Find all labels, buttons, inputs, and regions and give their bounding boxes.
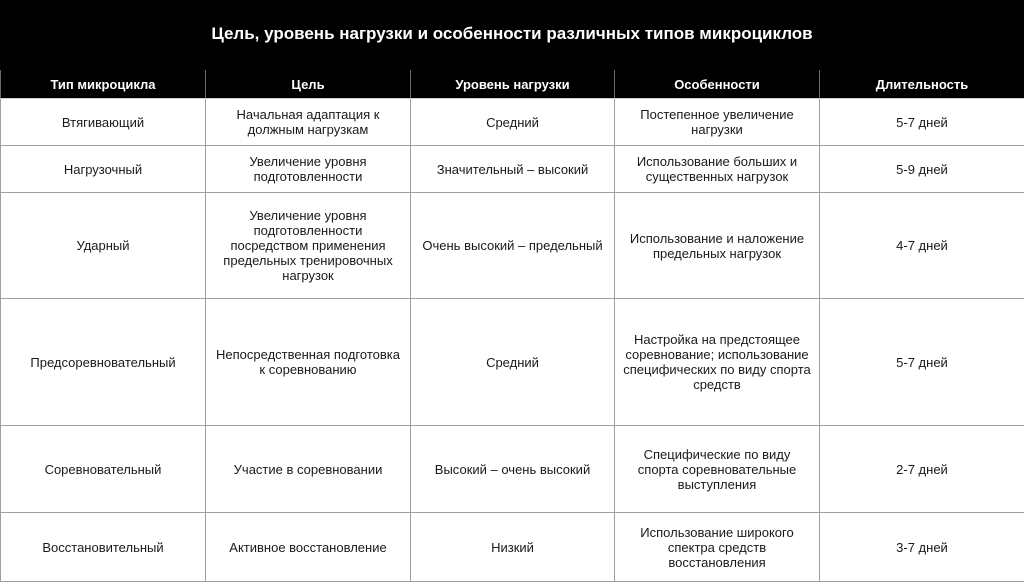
- header-load: Уровень нагрузки: [411, 70, 615, 99]
- table-row: [1, 99, 1024, 146]
- cell-duration: 5-9 дней: [820, 146, 1024, 193]
- cell-features: Настройка на предстоящее соревнование; использование специфических по виду спорта средств: [615, 299, 820, 426]
- cell-duration: 3-7 дней: [820, 513, 1024, 582]
- cell-goal: Непосредственная подготовка к соревнованию: [206, 299, 411, 426]
- table-row: [1, 426, 1024, 513]
- header-type: Тип микроцикла: [1, 70, 206, 99]
- cell-load: Средний: [411, 99, 615, 146]
- cell-duration: 2-7 дней: [820, 426, 1024, 513]
- slide-title: Цель, уровень нагрузки и особенности различных типов микроциклов: [0, 0, 1024, 68]
- cell-load: Средний: [411, 299, 615, 426]
- cell-features: Использование широкого спектра средств восстановления: [615, 513, 820, 582]
- cell-features: Использование больших и существенных нагрузок: [615, 146, 820, 193]
- cell-type: Восстановительный: [1, 513, 206, 582]
- table-row: [1, 299, 1024, 426]
- table-row: [1, 193, 1024, 299]
- header-goal: Цель: [206, 70, 411, 99]
- cell-type: Соревновательный: [1, 426, 206, 513]
- cell-type: Ударный: [1, 193, 206, 299]
- cell-load: Низкий: [411, 513, 615, 582]
- cell-goal: Увеличение уровня подготовленности: [206, 146, 411, 193]
- cell-load: Высокий – очень высокий: [411, 426, 615, 513]
- cell-duration: 5-7 дней: [820, 99, 1024, 146]
- cell-goal: Участие в соревновании: [206, 426, 411, 513]
- cell-goal: Активное восстановление: [206, 513, 411, 582]
- cell-features: Постепенное увеличение нагрузки: [615, 99, 820, 146]
- header-features: Особенности: [615, 70, 820, 99]
- cell-type: Нагрузочный: [1, 146, 206, 193]
- table-row: [1, 513, 1024, 582]
- cell-features: Использование и наложение предельных нагрузок: [615, 193, 820, 299]
- cell-goal: Начальная адаптация к должным нагрузкам: [206, 99, 411, 146]
- microcycle-table: [0, 70, 1024, 582]
- table-row: [1, 146, 1024, 193]
- cell-goal: Увеличение уровня подготовленности посредством применения предельных тренировочных нагрузок: [206, 193, 411, 299]
- cell-type: Предсоревновательный: [1, 299, 206, 426]
- cell-load: Очень высокий – предельный: [411, 193, 615, 299]
- table-header-row: [1, 70, 1024, 99]
- header-duration: Длительность: [820, 70, 1024, 99]
- cell-type: Втягивающий: [1, 99, 206, 146]
- cell-features: Специфические по виду спорта соревновательные выступления: [615, 426, 820, 513]
- cell-duration: 4-7 дней: [820, 193, 1024, 299]
- cell-load: Значительный – высокий: [411, 146, 615, 193]
- cell-duration: 5-7 дней: [820, 299, 1024, 426]
